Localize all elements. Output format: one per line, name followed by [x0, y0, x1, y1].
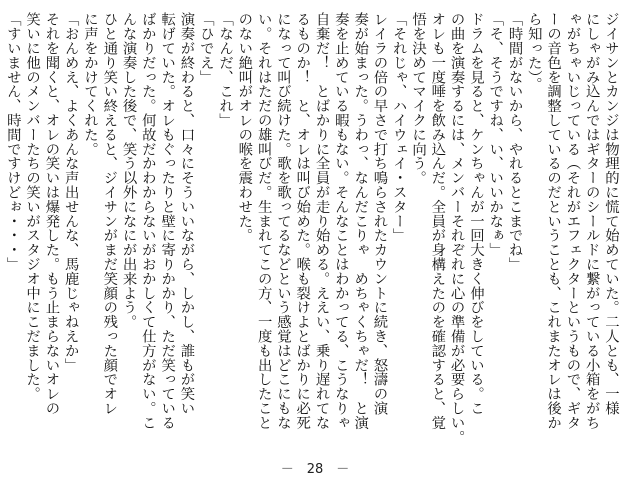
text-line: に声をかけてくれた。: [81, 12, 98, 156]
text-line: ドラムを見ると、ケンちゃんが一回大きく伸びをしている。こ: [467, 12, 484, 416]
text-line: るものか！ と、オレは叫び始めた。喉も裂けよとばかりに必死: [294, 12, 311, 430]
page-number: － 28 －: [280, 462, 350, 477]
text-line: 転げていた。オレもぐったりと壁に寄りかかり、ただ笑っている: [159, 12, 176, 430]
text-line: 演奏が終わると、口々にそういいながら、しかし、誰もが笑い: [178, 12, 195, 416]
text-line: 奏が始まった。うわっ、なんだこりゃ めちゃくちゃだ！ と演: [352, 12, 369, 430]
text-line: になって叫び続けた。歌を歌ってるなどという感覚はどこにもな: [274, 12, 291, 430]
text-line: 自棄だ！ とばかりに全員が走り始める。ええい、乗り遅れてな: [313, 12, 330, 430]
dialogue-line: 「ひでえ」: [197, 12, 214, 84]
text-line: ばかりだった。何故だかわからないがおかしくて仕方がない。こ: [139, 12, 156, 430]
dialogue-line: 「時間がないから、やれるとこまでね」: [506, 12, 523, 272]
text-line: オレも一度唾を飲み込んだ。全員が身構えたのを確認すると、覚: [429, 12, 446, 430]
text-line: ゃがちゃいじっている（それがエフェクターというもので、ギタ: [564, 12, 581, 430]
text-line: の曲を演奏するには、メンバーそれぞれに心の準備が必要らしい。: [448, 12, 465, 444]
text-line: レイラの倍の早さで打ち鳴らされたカウントに続き、怒濤の演: [371, 12, 388, 416]
text-line: 悟を決めてマイクに向う。: [410, 12, 427, 185]
text-line: のない絶叫がオレの喉を震わせた。: [236, 12, 253, 243]
text-line: にしゃがみ込んではギターのシールドに繋がっている小箱をがち: [583, 12, 600, 430]
dialogue-line: 「それじゃ、ハイウェイ・スター」: [390, 12, 407, 243]
text-line: 奏を止めている暇もない。そんなことはわかってる、こうなりゃ: [332, 12, 349, 430]
text-line: ひと通り笑い終えると、ジイサンがまだ笑顔の残った顔でオレ: [101, 12, 118, 416]
dialogue-line: 「そ、そうですね、い、いいかなぁ」: [487, 12, 504, 257]
text-line: ら知った）。: [525, 12, 542, 92]
dialogue-line: 「おんめえ、よくあんな声出せんな、馬鹿じゃねえか」: [62, 12, 79, 372]
text-line: 笑いに他のメンバーたちの笑いがスタジオ中にこだました。: [24, 12, 41, 401]
text-line: い。それはただの雄叫びだ。生まれてこの方、一度も出したこと: [255, 12, 272, 430]
novel-body-text: [4, 12, 620, 448]
text-line: それを聞くと、オレの笑いは爆発した。もう止まらないオレの: [43, 12, 60, 416]
text-line: ジイサンとカンジは物理的に慌て始めていた。二人とも、一様: [603, 12, 619, 416]
dialogue-line: 「すいません、時間ですけどぉ・・・」: [4, 12, 21, 272]
dialogue-line: 「なんだ、これ」: [217, 12, 234, 128]
text-line: ーの音色を調整しているのだということも、これまたオレは後か: [545, 12, 562, 430]
text-line: んな演奏した後で、笑う以外になにが出来よう。: [120, 12, 137, 329]
